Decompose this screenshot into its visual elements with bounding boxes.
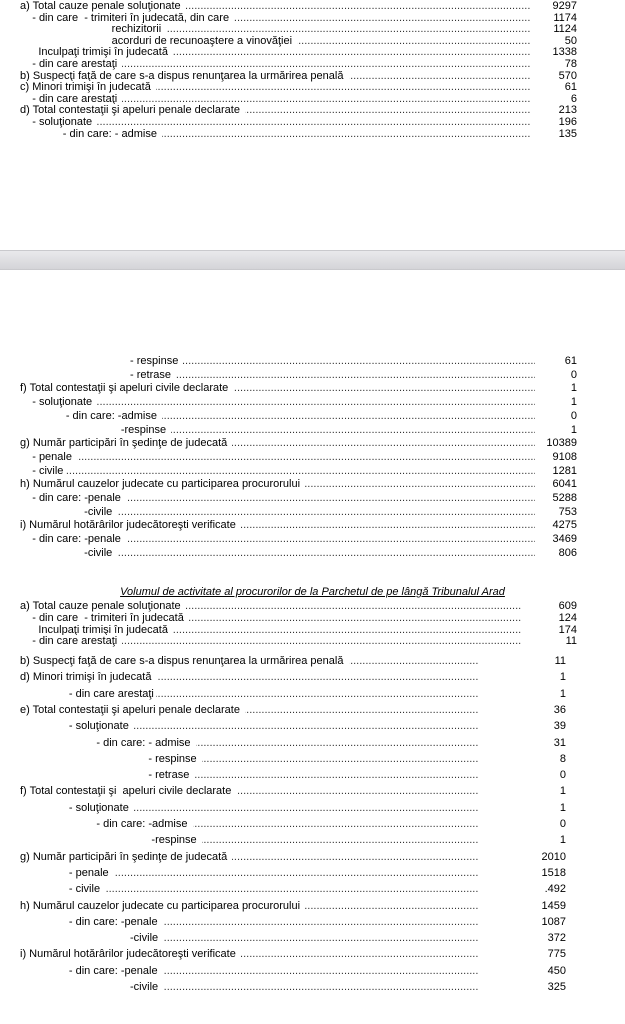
- list-item: [20, 519, 577, 531]
- list-item: [20, 688, 566, 700]
- list-item: [20, 600, 577, 612]
- item-label: -civile: [20, 546, 116, 559]
- item-label: - din care - trimiteri în judecată, din care: [20, 11, 233, 24]
- item-value: 0: [559, 818, 566, 830]
- item-label: - din care arestaţi: [20, 92, 121, 105]
- leader-dots: [20, 465, 535, 477]
- item-value: 753: [558, 505, 577, 518]
- list-item: [20, 410, 577, 422]
- item-value: 1338: [552, 46, 577, 59]
- list-item: [20, 12, 577, 24]
- list-item: [20, 104, 577, 116]
- item-value: 1518: [541, 866, 566, 879]
- item-value: 61: [564, 81, 577, 94]
- list-item: [20, 81, 577, 93]
- item-value: 5288: [552, 492, 577, 504]
- item-value: 124: [558, 611, 577, 624]
- leader-dots: [20, 396, 535, 408]
- item-value: 3469: [552, 533, 577, 546]
- item-value: 1: [570, 382, 577, 395]
- list-item: [20, 424, 577, 436]
- item-label: - din care: -admise: [20, 409, 160, 422]
- item-label: - soluţionate: [20, 801, 132, 814]
- item-value: 61: [564, 355, 577, 367]
- list-item: [20, 93, 577, 105]
- item-label: - civile: [20, 464, 64, 477]
- item-value: 325: [547, 981, 566, 993]
- item-label: - penale: [20, 450, 76, 463]
- list-item: [20, 635, 577, 647]
- item-value: 1: [570, 396, 577, 409]
- item-label: - din care arestaţi: [20, 58, 121, 70]
- item-label: - soluţionate: [20, 720, 132, 733]
- item-value: 1087: [541, 915, 566, 928]
- list-item: [20, 655, 566, 667]
- list-item: [20, 916, 566, 928]
- list-item: [20, 492, 577, 504]
- item-label: - din care: -admise: [20, 818, 191, 830]
- item-label: d) Total contestaţii şi apeluri penale declarate: [20, 104, 243, 117]
- item-value: 4275: [552, 519, 577, 532]
- list-item: [20, 116, 577, 128]
- list-item: [20, 785, 566, 797]
- list-item: [20, 965, 566, 977]
- list-item: [20, 883, 566, 895]
- list-item: [20, 624, 577, 636]
- item-value: 9297: [552, 0, 577, 12]
- list-item: [20, 802, 566, 814]
- list-item: [20, 612, 577, 624]
- item-value: 1: [559, 671, 566, 684]
- list-item: [20, 737, 566, 749]
- list-item: [20, 867, 566, 879]
- item-value: 9108: [552, 450, 577, 463]
- list-item: [20, 70, 577, 82]
- item-label: - din care: - admise: [20, 127, 160, 140]
- item-value: 11: [554, 655, 566, 667]
- item-value: 775: [547, 948, 566, 961]
- item-value: 372: [547, 932, 566, 945]
- item-label: i) Numărul hotărârilor judecătoreşti verificate: [20, 948, 239, 961]
- list-item: [20, 948, 566, 960]
- item-label: a) Total cauze penale soluţionate: [20, 0, 184, 12]
- item-label: h) Numărul cauzelor judecate cu participarea procurorului: [20, 478, 304, 491]
- item-label: f) Total contestaţii şi apeluri civile declarate: [20, 785, 235, 798]
- page-sheet-1: [0, 0, 625, 250]
- item-label: - civile: [20, 883, 104, 896]
- item-label: - din care arestaţi: [20, 687, 154, 700]
- item-label: - respinse: [20, 752, 200, 765]
- list-item: [20, 671, 566, 683]
- item-value: 10389: [546, 437, 577, 450]
- item-label: -civile: [20, 505, 116, 518]
- list-item: [20, 58, 577, 70]
- page-gap: [0, 250, 625, 270]
- item-label: b) Suspecţi faţă de care s-a dispus renunţarea la urmărirea penală: [20, 69, 347, 82]
- item-value: 609: [558, 600, 577, 612]
- item-label: -respinse: [20, 423, 170, 436]
- section-title: Volumul de activitate al procurorilor de la Parchetul de pe lângă Tribunalul Arad: [120, 586, 505, 598]
- item-value: 570: [558, 69, 577, 82]
- list-item: [20, 769, 566, 781]
- item-value: 6: [570, 92, 577, 105]
- list-item: [20, 0, 577, 12]
- item-value: 1: [570, 423, 577, 436]
- list-item: [20, 369, 577, 381]
- list-item: [20, 35, 577, 47]
- item-label: - din care: -penale: [20, 915, 161, 928]
- item-value: 0: [570, 409, 577, 422]
- item-value: 0: [570, 368, 577, 381]
- list-item: [20, 981, 566, 993]
- item-label: - soluţionate: [20, 396, 96, 409]
- list-item: [20, 355, 577, 367]
- item-label: i) Numărul hotărârilor judecătoreşti verificate: [20, 519, 239, 532]
- list-item: [20, 382, 577, 394]
- item-label: - soluţionate: [20, 116, 96, 128]
- list-item: [20, 818, 566, 830]
- list-item: [20, 851, 566, 863]
- item-label: Inculpaţi trimişi în judecată: [20, 46, 172, 59]
- list-item: [20, 396, 577, 408]
- item-label: g) Număr participări în şedinţe de judecată: [20, 850, 231, 863]
- item-value: 213: [558, 104, 577, 117]
- item-value: 1124: [553, 23, 577, 36]
- item-value: 1: [559, 785, 566, 798]
- list-item: [20, 465, 577, 477]
- item-value: 0: [559, 769, 566, 782]
- item-label: b) Suspecţi faţă de care s-a dispus renunţarea la urmărirea penală: [20, 655, 347, 667]
- leader-dots: [20, 451, 535, 463]
- item-label: - din care arestaţi: [20, 635, 121, 648]
- item-value: 6041: [552, 478, 577, 491]
- item-label: f) Total contestaţii şi apeluri civile declarate: [20, 382, 232, 395]
- item-value: 806: [558, 546, 577, 559]
- item-value: 36: [553, 703, 566, 716]
- item-value: 8: [559, 752, 566, 765]
- item-label: - retrase: [20, 368, 175, 381]
- item-label: d) Minori trimişi în judecată: [20, 671, 155, 684]
- item-value: 1281: [552, 464, 577, 477]
- item-label: - respinse: [20, 355, 182, 367]
- item-label: - din care: - admise: [20, 736, 194, 749]
- list-item: [20, 46, 577, 58]
- item-label: - retrase: [20, 769, 193, 782]
- list-item: [20, 478, 577, 490]
- item-label: e) Total contestaţii şi apeluri penale declarate: [20, 703, 243, 716]
- item-value: 174: [558, 623, 577, 636]
- page-sheet-2: [0, 270, 625, 1024]
- item-label: acorduri de recunoaştere a vinovăţiei: [20, 34, 296, 47]
- item-value: 450: [547, 964, 566, 977]
- item-value: 78: [564, 58, 577, 70]
- item-value: 39: [553, 720, 566, 733]
- item-label: -civile: [20, 932, 162, 945]
- item-value: 1459: [541, 899, 566, 912]
- item-label: Inculpaţi trimişi în judecată: [20, 623, 172, 636]
- item-label: - din care: -penale: [20, 492, 124, 504]
- item-label: g) Număr participări în şedinţe de judecată: [20, 437, 231, 450]
- list-item: [20, 506, 577, 518]
- item-value: 50: [564, 34, 577, 47]
- item-value: 1: [559, 687, 566, 700]
- item-value: 135: [558, 127, 577, 140]
- list-item: [20, 834, 566, 846]
- item-value: 1: [559, 801, 566, 814]
- item-label: h) Numărul cauzelor judecate cu participarea procurorului: [20, 899, 304, 912]
- list-item: [20, 704, 566, 716]
- item-label: - penale: [20, 866, 112, 879]
- list-item: [20, 932, 566, 944]
- item-value: 196: [558, 116, 577, 128]
- item-label: -civile: [20, 981, 162, 993]
- item-value: .492: [544, 883, 566, 896]
- item-value: 11: [565, 635, 577, 648]
- item-label: - din care: -penale: [20, 533, 124, 546]
- item-label: - din care: -penale: [20, 964, 161, 977]
- list-item: [20, 547, 577, 559]
- item-value: 1: [559, 834, 566, 847]
- item-label: rechizitorii: [20, 23, 165, 36]
- list-item: [20, 753, 566, 765]
- list-item: [20, 451, 577, 463]
- item-label: a) Total cauze penale soluţionate: [20, 600, 184, 612]
- item-value: 2010: [541, 850, 566, 863]
- item-value: 31: [553, 736, 566, 749]
- list-item: [20, 437, 577, 449]
- list-item: [20, 900, 566, 912]
- list-item: [20, 23, 577, 35]
- item-label: - din care - trimiteri în judecată: [20, 611, 187, 624]
- list-item: [20, 128, 577, 140]
- item-label: -respinse: [20, 834, 200, 847]
- list-item: [20, 533, 577, 545]
- item-value: 1174: [553, 11, 577, 24]
- item-label: c) Minori trimişi în judecată: [20, 81, 154, 94]
- list-item: [20, 720, 566, 732]
